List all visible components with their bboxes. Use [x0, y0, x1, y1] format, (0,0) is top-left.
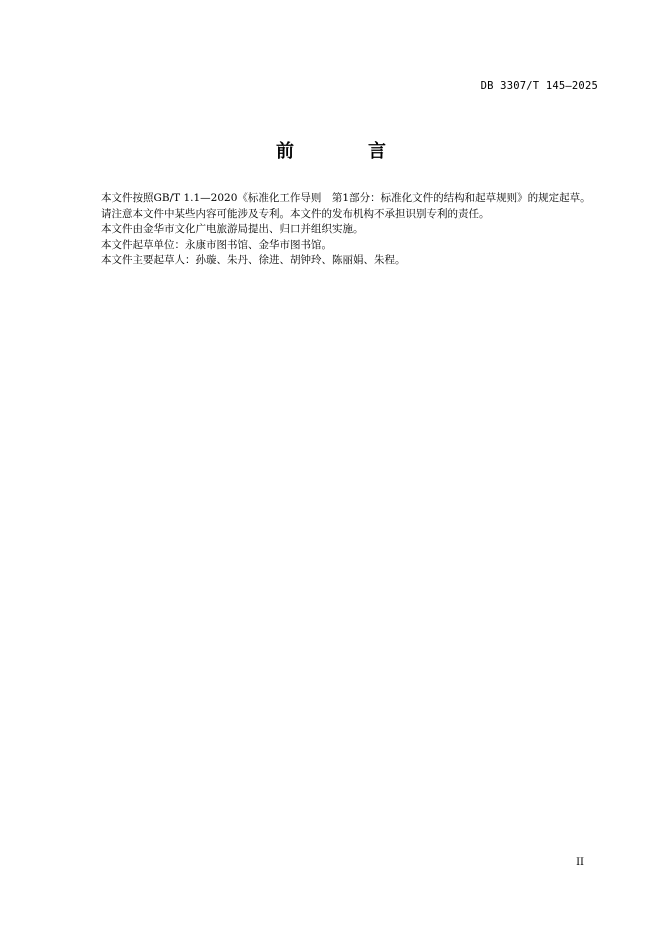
page-number: II: [576, 857, 584, 868]
paragraph-drafters: 本文件主要起草人：孙璇、朱丹、徐进、胡钟玲、陈丽娟、朱程。: [101, 254, 406, 266]
paragraph-patent-notice: 请注意本文件中某些内容可能涉及专利。本文件的发布机构不承担识别专利的责任。: [101, 207, 490, 220]
page-title: 前 言: [276, 141, 414, 162]
paragraph-proposer: 本文件由金华市文化广电旅游局提出、归口并组织实施。: [101, 223, 364, 235]
paragraph-drafting-basis: 本文件按照GB/T 1.1—2020《标准化工作导则 第1部分：标准化文件的结构和起草规则》的规定起草。: [101, 192, 591, 204]
document-code: DB 3307/T 145—2025: [480, 80, 598, 92]
paragraph-drafting-units: 本文件起草单位：永康市图书馆、金华市图书馆。: [101, 238, 332, 251]
preface-body: [80, 191, 600, 269]
